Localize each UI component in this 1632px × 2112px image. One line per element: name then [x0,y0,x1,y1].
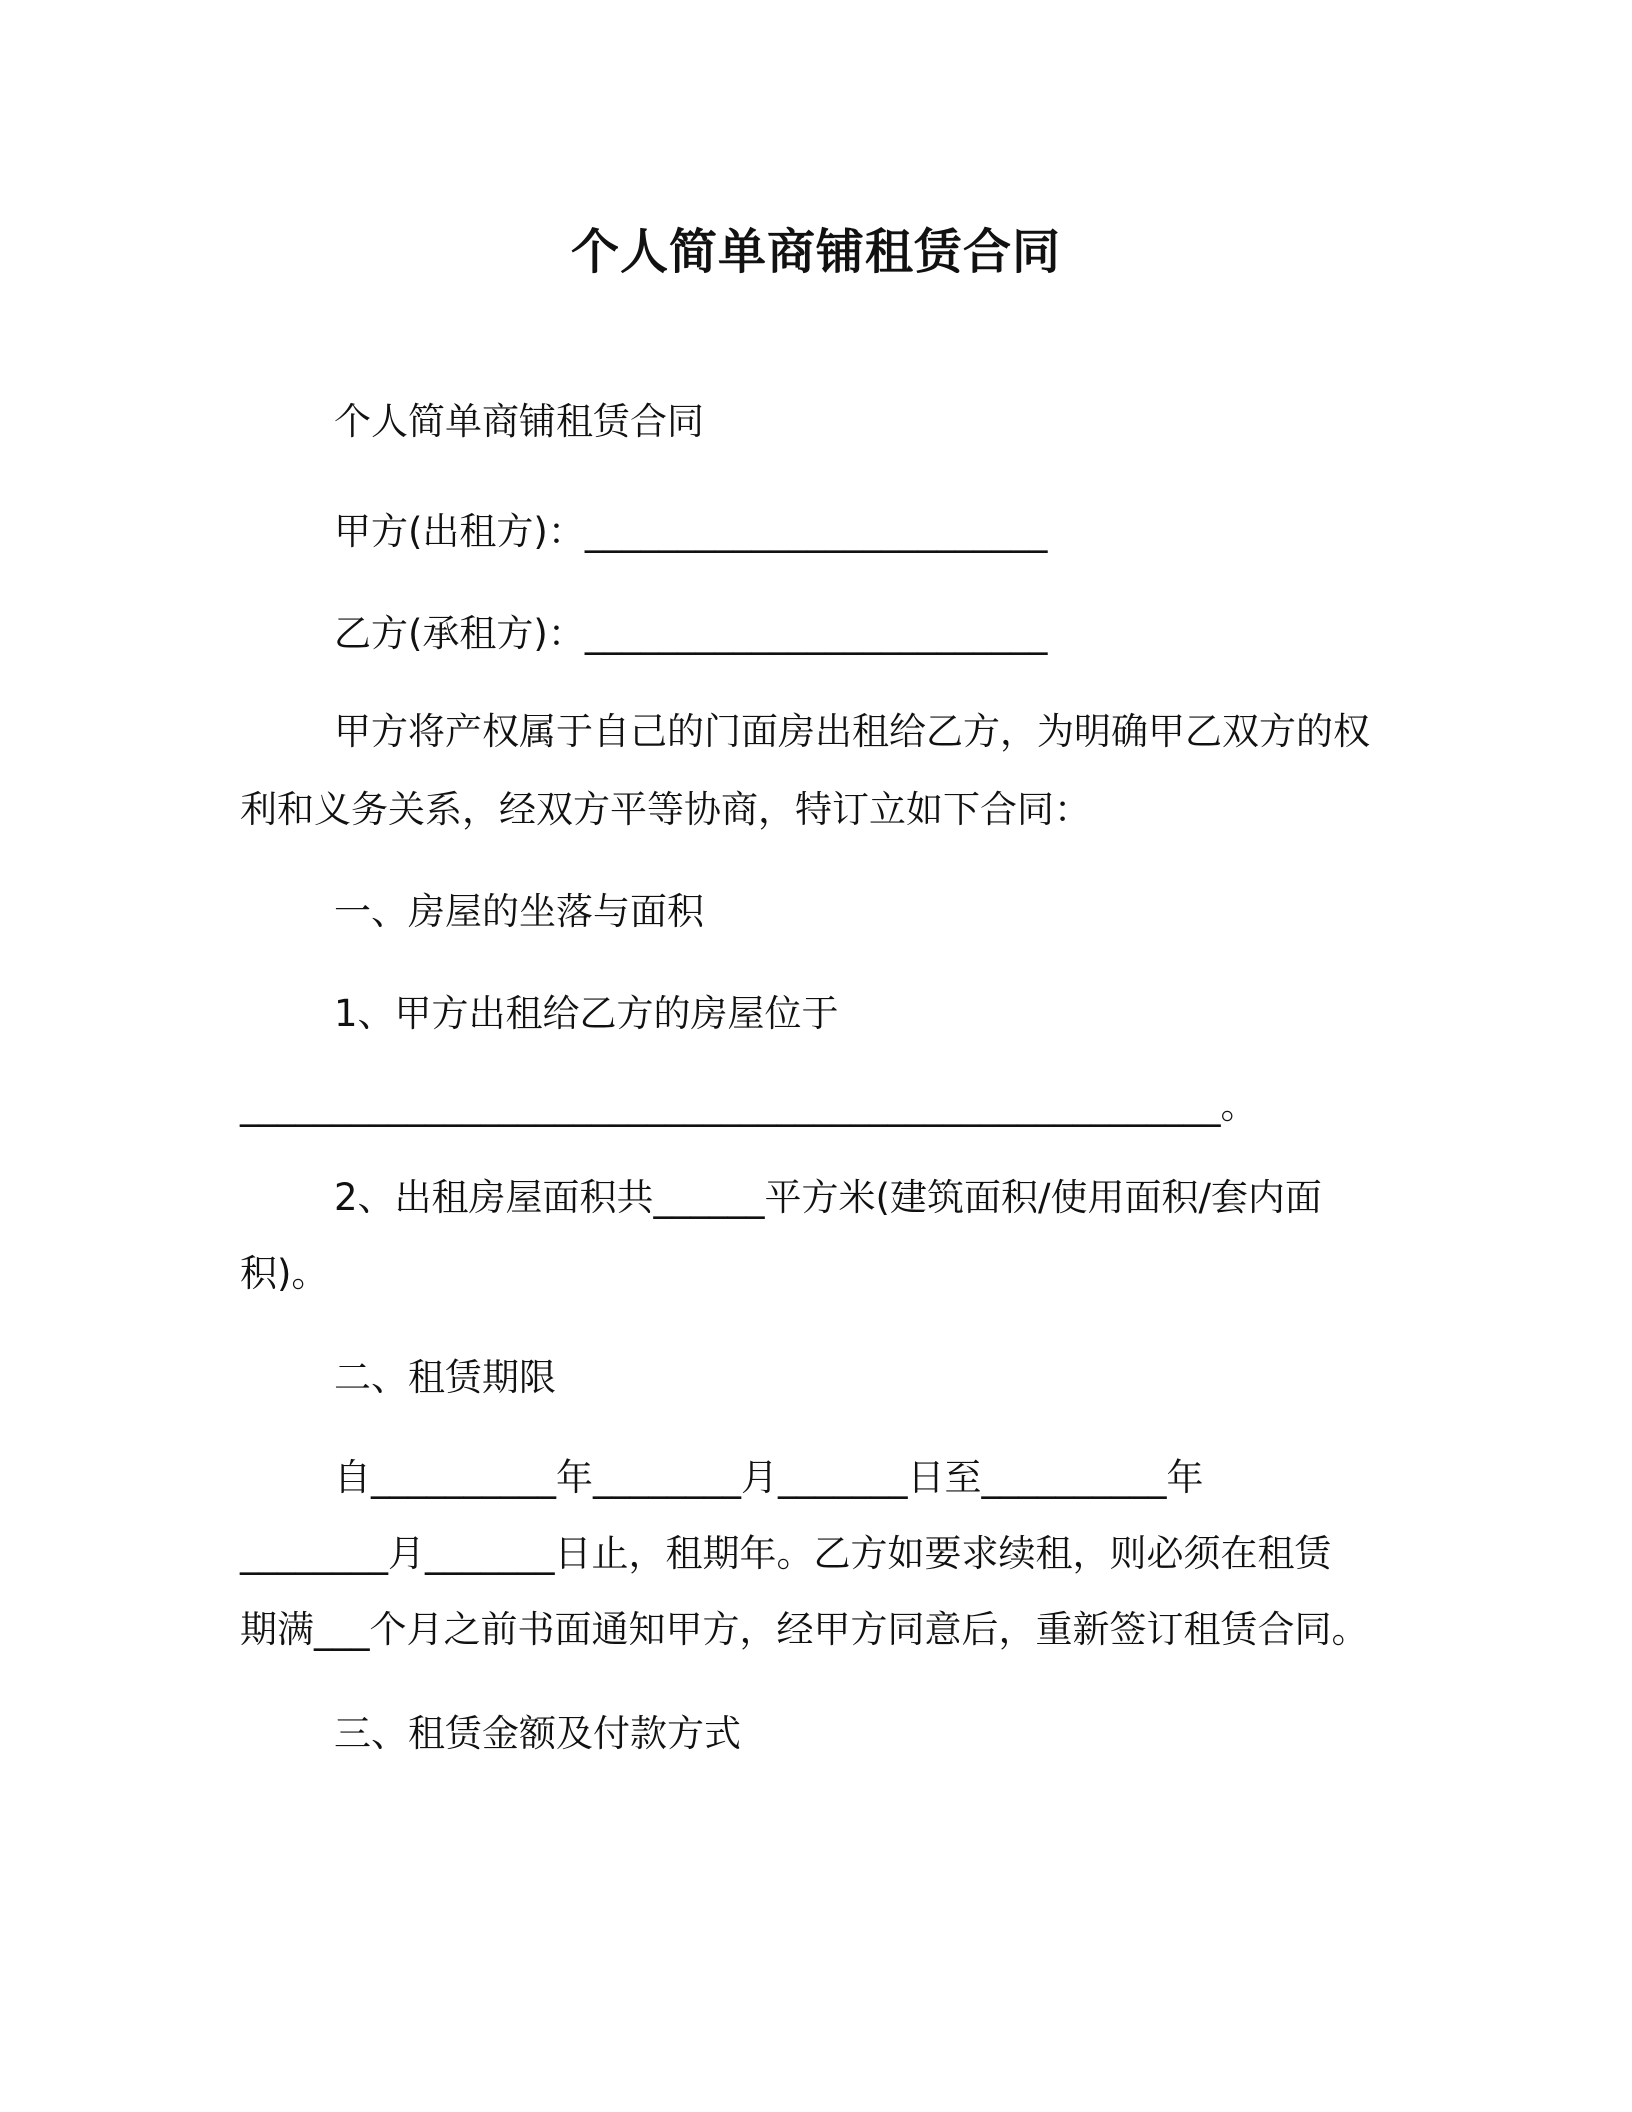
contract-subtitle: 个人简单商铺租赁合同 [334,400,704,443]
lease-term-line-1: 自__________年________月_______日至__________年 [334,1456,1204,1499]
intro-paragraph-line-1: 甲方将产权属于自己的门面房出租给乙方，为明确甲乙双方的权 [334,710,1370,753]
lease-term-line-3: 期满___个月之前书面通知甲方，经甲方同意后，重新签订租赁合同。 [240,1608,1369,1651]
clause-2-line-2: 积)。 [240,1252,329,1295]
clause-2-line-1: 2、出租房屋面积共______平方米(建筑面积/使用面积/套内面 [334,1176,1322,1219]
clause-1-line-1: 1、甲方出租给乙方的房屋位于 [334,992,839,1035]
party-b-line: 乙方(承租方)：_________________________ [334,612,1048,655]
section-three-heading: 三、租赁金额及付款方式 [334,1712,741,1755]
document-title: 个人简单商铺租赁合同 [570,224,1061,280]
clause-1-address-blank: _____________________________________________________。 [240,1084,1258,1127]
intro-paragraph-line-2: 利和义务关系，经双方平等协商，特订立如下合同： [240,788,1091,831]
party-a-line: 甲方(出租方)：_________________________ [334,510,1048,553]
section-two-heading: 二、租赁期限 [334,1356,556,1399]
lease-term-line-2: ________月_______日止，租期年。乙方如要求续租，则必须在租赁 [240,1532,1332,1575]
section-one-heading: 一、房屋的坐落与面积 [334,890,704,933]
